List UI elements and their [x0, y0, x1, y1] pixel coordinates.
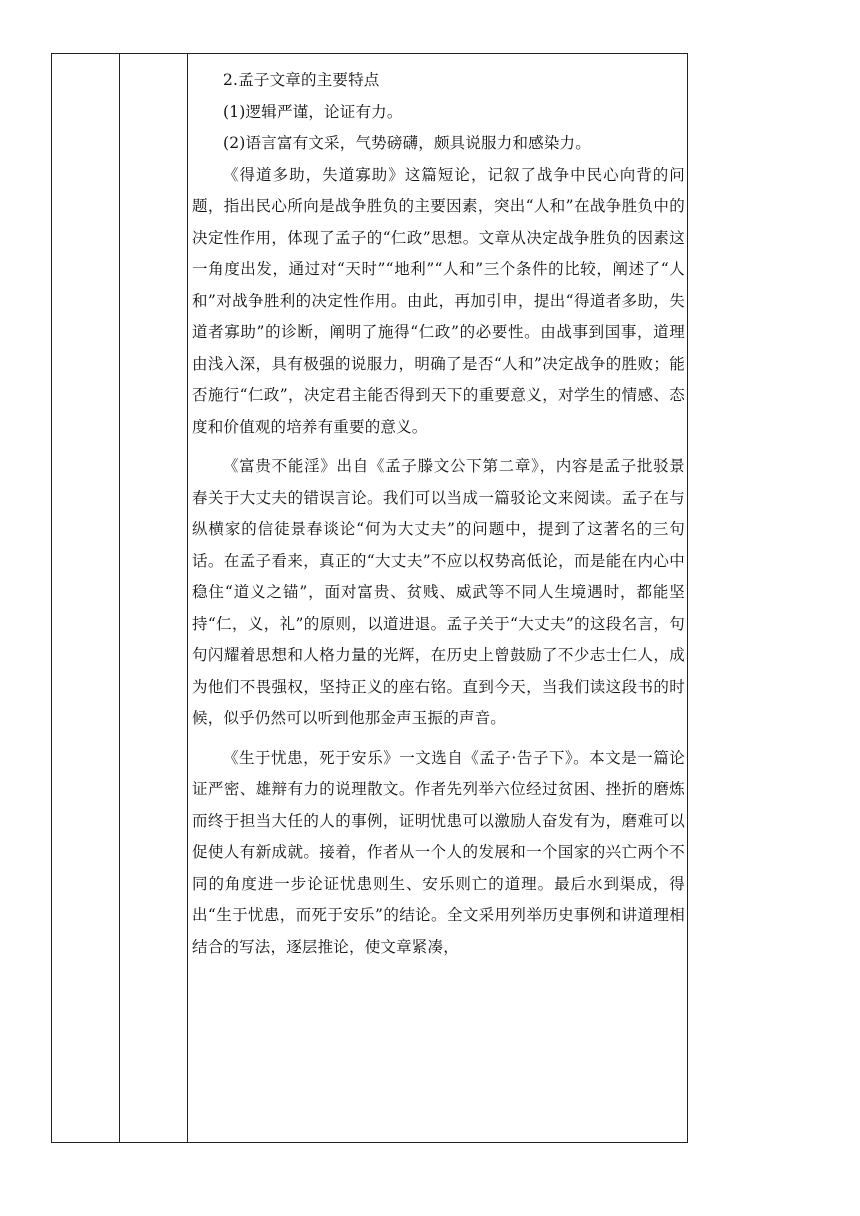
point-2: (2)语言富有文采，气势磅礴，颇具说服力和感染力。: [223, 134, 591, 152]
content-cell: [187, 53, 688, 1143]
paragraph-dedao: 《得道多助，失道寡助》这篇短论，记叙了战争中民心向背的问题，指出民心所向是战争胜负的主要因素，突出“人和”在战争胜负中的决定性作用，体现了孟子的“仁政”思想。文章从决定战争胜负的因素这一角度出发，通过对“天时”“地利”“人和”三个条件的比较，阐述了“人和”对战争胜利的决定性作用。由此，再加引申，提出“得道者多助，失道者寡助”的诊断，阐明了施得“仁政”的必要性。由战事到国事，道理由浅入深，具有极强的说服力，明确了是否“人和”决定战争的胜败；能否施行“仁政”，决定君主能否得到天下的重要意义，对学生的情感、态度和价值观的培养有重要的意义。: [192, 165, 685, 436]
section-heading: 2.孟子文章的主要特点: [223, 71, 380, 89]
paragraph-fugui: 《富贵不能淫》出自《孟子滕文公下第二章》，内容是孟子批驳景春关于大丈夫的错误言论。我们可以当成一篇驳论文来阅读。孟子在与纵横家的信徒景春谈论“何为大丈夫”的问题中，提到了这著名的三句话。在孟子看来，真正的“大丈夫”不应以权势高低论，而是能在内心中稳住“道义之锚”，面对富贵、贫贱、威武等不同人生境遇时，都能坚持“仁，义，礼”的原则，以道进退。孟子关于“大丈夫”的这段名言，句句闪耀着思想和人格力量的光辉，在历史上曾鼓励了不少志士仁人，成为他们不畏强权，坚持正义的座右铭。直到今天，当我们读这段书的时候，似乎仍然可以听到他那金声玉振的声音。: [192, 457, 685, 727]
point-1: (1)逻辑严谨，论证有力。: [223, 102, 403, 121]
column-divider-1: [119, 54, 120, 1142]
paragraph-shengyu: 《生于忧患，死于安乐》一文选自《孟子·告子下》。本文是一篇论证严密、雄辩有力的说理散文。作者先列举六位经过贫困、挫折的磨炼而终于担当大任的人的事例，证明忧患可以激励人奋发有为，磨难可以促使人有新成就。接着，作者从一个人的发展和一个国家的兴亡两个不同的角度进一步论证忧患则生、安乐则亡的道理。最后水到渠成，得出“生于忧患，而死于安乐”的结论。全文采用列举历史事例和讲道理相结合的写法，逐层推论，使文章紧凑，: [192, 748, 685, 956]
